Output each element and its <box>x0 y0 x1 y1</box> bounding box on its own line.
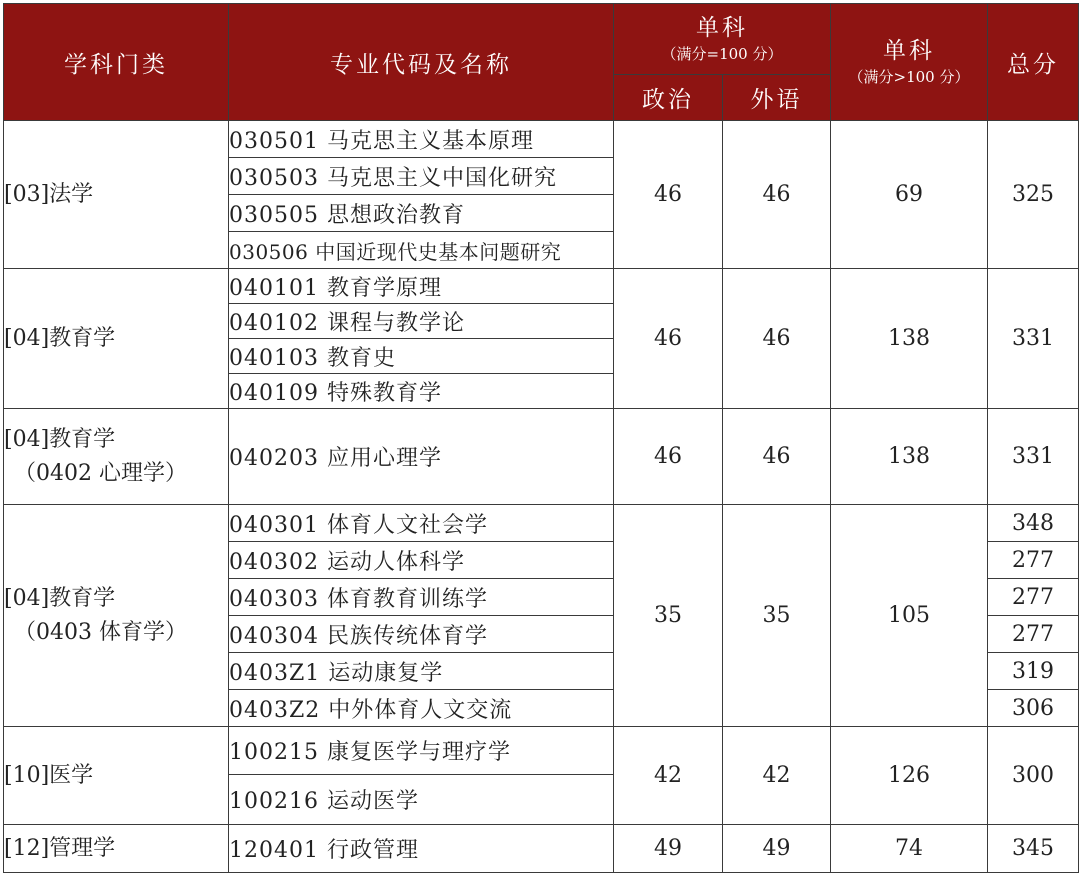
single-over-100-score: 138 <box>831 409 988 505</box>
total-score: 306 <box>988 690 1079 727</box>
politics-score: 46 <box>614 409 723 505</box>
major-cell: 0403Z1 运动康复学 <box>229 653 614 690</box>
major-cell: 030503 马克思主义中国化研究 <box>229 158 614 195</box>
politics-score: 49 <box>614 825 723 873</box>
major-cell: 120401 行政管理 <box>229 825 614 873</box>
major-cell: 040102 课程与教学论 <box>229 304 614 339</box>
header-single-over-100 <box>831 4 988 121</box>
header-major: 专业代码及名称 <box>229 4 614 121</box>
header-single-b-title: 单科 <box>883 38 935 64</box>
major-cell: 040101 教育学原理 <box>229 269 614 304</box>
table-row <box>4 727 1079 775</box>
category-cell <box>4 121 229 269</box>
single-over-100-score: 105 <box>831 505 988 727</box>
total-score: 319 <box>988 653 1079 690</box>
header-single-b-sub: （满分>100 分） <box>848 68 970 86</box>
score-line-table <box>3 3 1079 873</box>
major-cell: 030506 中国近现代史基本问题研究 <box>229 232 614 269</box>
language-score: 49 <box>723 825 831 873</box>
total-score: 345 <box>988 825 1079 873</box>
category-cell <box>4 825 229 873</box>
category-label: [04]教育学 <box>4 426 116 452</box>
politics-score: 42 <box>614 727 723 825</box>
single-over-100-score: 138 <box>831 269 988 409</box>
table-row <box>4 121 1079 158</box>
politics-score: 35 <box>614 505 723 727</box>
major-cell: 030505 思想政治教育 <box>229 195 614 232</box>
category-cell <box>4 505 229 727</box>
single-over-100-score: 126 <box>831 727 988 825</box>
major-cell: 040203 应用心理学 <box>229 409 614 505</box>
language-score: 42 <box>723 727 831 825</box>
table-row <box>4 409 1079 505</box>
category-label: [03]法学 <box>4 181 94 207</box>
category-label: [04]教育学 <box>4 325 116 351</box>
language-score: 46 <box>723 121 831 269</box>
category-label: [04]教育学 <box>4 585 116 611</box>
header-total: 总分 <box>988 4 1079 121</box>
politics-score: 46 <box>614 269 723 409</box>
major-cell: 0403Z2 中外体育人文交流 <box>229 690 614 727</box>
total-score: 277 <box>988 579 1079 616</box>
header-politics: 政治 <box>614 75 723 121</box>
major-cell: 040301 体育人文社会学 <box>229 505 614 542</box>
total-score: 325 <box>988 121 1079 269</box>
table-row <box>4 505 1079 542</box>
language-score: 46 <box>723 409 831 505</box>
header-single-full-100 <box>614 4 831 75</box>
major-cell: 030501 马克思主义基本原理 <box>229 121 614 158</box>
language-score: 46 <box>723 269 831 409</box>
total-score: 277 <box>988 542 1079 579</box>
table-row <box>4 269 1079 304</box>
major-cell: 040304 民族传统体育学 <box>229 616 614 653</box>
language-score: 35 <box>723 505 831 727</box>
major-cell: 100215 康复医学与理疗学 <box>229 727 614 775</box>
major-cell: 040302 运动人体科学 <box>229 542 614 579</box>
total-score: 331 <box>988 409 1079 505</box>
category-cell <box>4 269 229 409</box>
table-body <box>4 121 1079 873</box>
total-score: 348 <box>988 505 1079 542</box>
single-over-100-score: 74 <box>831 825 988 873</box>
header-language: 外语 <box>723 75 831 121</box>
header-single-a-title: 单科 <box>696 15 748 41</box>
major-cell: 100216 运动医学 <box>229 775 614 825</box>
table-row <box>4 825 1079 873</box>
header-category: 学科门类 <box>4 4 229 121</box>
total-score: 300 <box>988 727 1079 825</box>
category-cell <box>4 409 229 505</box>
table-header <box>4 4 1079 121</box>
major-cell: 040103 教育史 <box>229 339 614 374</box>
category-label: [10]医学 <box>4 762 94 788</box>
major-cell: 040109 特殊教育学 <box>229 374 614 409</box>
category-sublabel: （0403 体育学） <box>14 619 187 645</box>
single-over-100-score: 69 <box>831 121 988 269</box>
header-single-a-sub: （满分=100 分） <box>661 45 783 63</box>
total-score: 277 <box>988 616 1079 653</box>
category-cell <box>4 727 229 825</box>
major-cell: 040303 体育教育训练学 <box>229 579 614 616</box>
category-label: [12]管理学 <box>4 835 116 861</box>
total-score: 331 <box>988 269 1079 409</box>
politics-score: 46 <box>614 121 723 269</box>
category-sublabel: （0402 心理学） <box>14 460 187 486</box>
